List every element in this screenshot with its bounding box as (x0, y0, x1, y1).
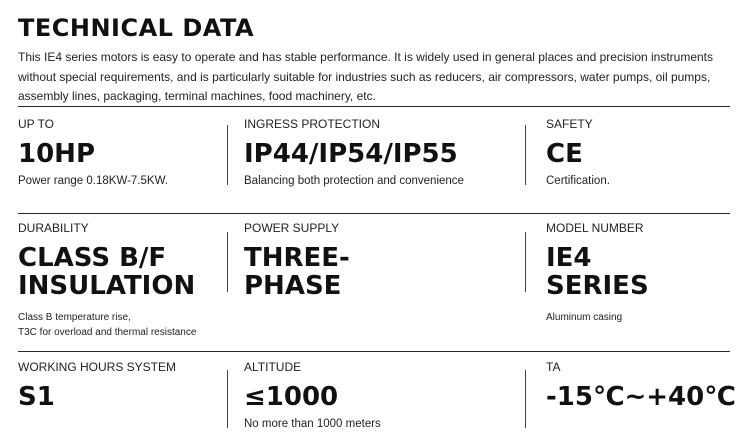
spec-value (18, 244, 196, 300)
spec-label: INGRESS PROTECTION (244, 117, 381, 131)
spec-value: S1 (18, 382, 55, 412)
spec-power-supply (244, 221, 350, 300)
spec-label: POWER SUPPLY (244, 221, 340, 235)
spec-value: CE (546, 139, 583, 169)
spec-label: WORKING HOURS SYSTEM (18, 360, 177, 374)
spec-power (18, 117, 168, 189)
spec-value-line: IE4 (546, 243, 592, 273)
spec-description: Power range 0.18KW-7.5KW. (18, 175, 168, 187)
spec-ingress-protection (244, 117, 464, 189)
spec-label: TA (546, 360, 561, 374)
spec-description: Certification. (546, 175, 610, 187)
spec-description: Balancing both protection and convenience (244, 175, 464, 187)
spec-value: IP44/IP54/IP55 (244, 139, 458, 169)
column-divider (227, 232, 228, 292)
spec-label: MODEL NUMBER (546, 221, 644, 235)
spec-safety (546, 117, 610, 189)
spec-model-number (546, 221, 649, 325)
column-divider (227, 370, 228, 428)
spec-value: 10HP (18, 139, 95, 169)
spec-label: ALTITUDE (244, 360, 302, 374)
spec-altitude (244, 360, 381, 432)
spec-value-line: INSULATION (18, 271, 196, 301)
spec-value-line: SERIES (546, 271, 649, 301)
spec-description: Aluminum casing (546, 312, 623, 323)
spec-description-line: T3C for overload and thermal resistance (18, 327, 197, 338)
spec-value-line: CLASS B/F (18, 243, 167, 273)
spec-value: ≤1000 (244, 382, 339, 412)
intro-paragraph: This IE4 series motors is easy to operate and has stable performance. It is widely used in general places and precision instruments without special requirements, and is particularly suitable for industries such as reducers, air compressors, water pumps, oil pumps, assembly lines, packaging, terminal machines, food machinery, etc. (18, 50, 714, 103)
spec-working-hours-system (18, 360, 176, 411)
spec-label: DURABILITY (18, 221, 89, 235)
spec-value-line: PHASE (244, 271, 342, 301)
spec-description (18, 310, 196, 340)
spec-description-line: Class B temperature rise, (18, 312, 131, 323)
column-divider (525, 370, 526, 428)
spec-value: -15℃~+40℃ (546, 382, 736, 412)
column-divider (525, 125, 526, 185)
spec-description: No more than 1000 meters (244, 418, 381, 430)
spec-durability (18, 221, 196, 340)
spec-label: UP TO (18, 117, 55, 131)
spec-value (546, 244, 649, 300)
spec-value (244, 244, 350, 300)
column-divider (227, 125, 228, 185)
divider-row-2 (18, 213, 730, 214)
page-title: TECHNICAL DATA (18, 14, 255, 42)
divider-row-1 (18, 106, 730, 107)
divider-row-3 (18, 351, 730, 352)
spec-value-line: THREE- (244, 243, 350, 273)
spec-ambient-temperature (546, 360, 736, 411)
spec-label: SAFETY (546, 117, 593, 131)
column-divider (525, 232, 526, 292)
